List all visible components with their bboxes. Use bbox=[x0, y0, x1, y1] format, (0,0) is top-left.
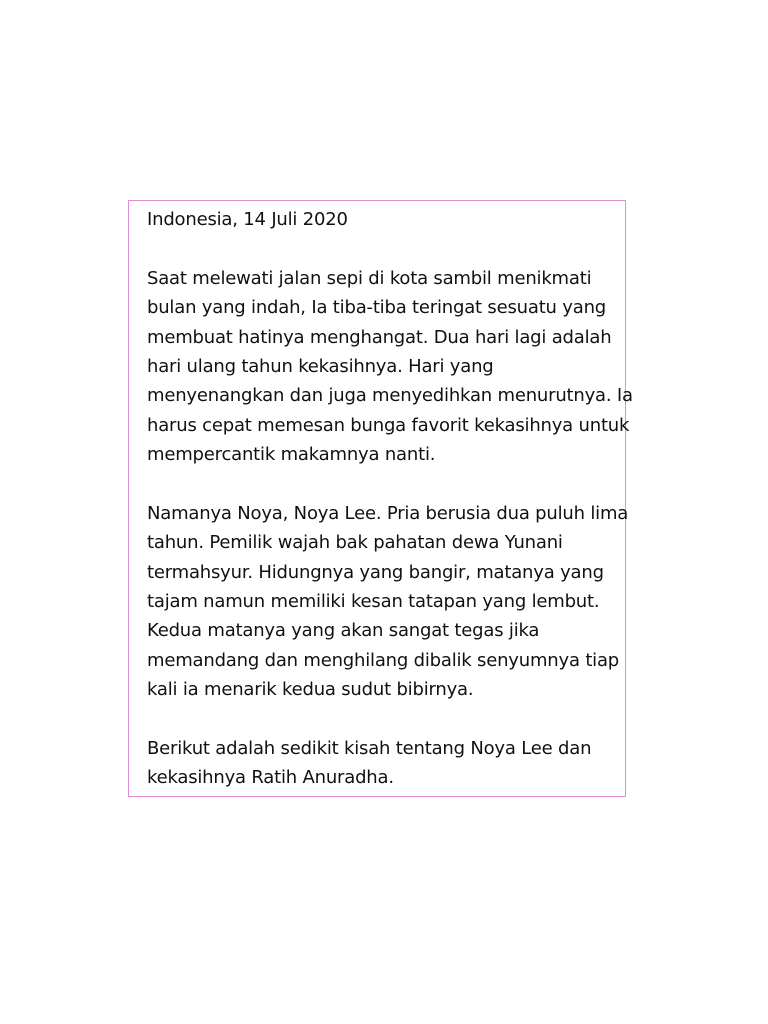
paragraph-line: bulan yang indah, Ia tiba-tiba teringat sesuatu yang bbox=[147, 297, 607, 319]
paragraph-3 bbox=[147, 734, 615, 793]
dateline: Indonesia, 14 Juli 2020 bbox=[147, 209, 348, 230]
paragraph-line: termahsyur. Hidungnya yang bangir, matanya yang bbox=[147, 561, 604, 583]
document-body bbox=[147, 205, 633, 793]
paragraph-line: membuat hatinya menghangat. Dua hari lagi adalah bbox=[147, 326, 612, 348]
paragraph-line: harus cepat memesan bunga favorit kekasihnya untuk bbox=[147, 414, 630, 436]
paragraph-line: kekasihnya Ratih Anuradha. bbox=[147, 767, 394, 789]
paragraph-line: menyenangkan dan juga menyedihkan menurutnya. Ia bbox=[147, 385, 633, 407]
paragraph-spacer bbox=[147, 234, 615, 263]
paragraph-spacer bbox=[147, 470, 615, 499]
document-page bbox=[128, 200, 633, 797]
paragraph-line: Berikut adalah sedikit kisah tentang Noya Lee dan bbox=[147, 738, 592, 760]
paragraph-line: Namanya Noya, Noya Lee. Pria berusia dua puluh lima bbox=[147, 502, 629, 524]
paragraph-line: Kedua matanya yang akan sangat tegas jika bbox=[147, 620, 540, 642]
paragraph-line: tahun. Pemilik wajah bak pahatan dewa Yunani bbox=[147, 532, 563, 554]
paragraph-1 bbox=[147, 264, 633, 470]
paragraph-line: hari ulang tahun kekasihnya. Hari yang bbox=[147, 355, 494, 377]
paragraph-2 bbox=[147, 499, 629, 705]
paragraph-line: tajam namun memiliki kesan tatapan yang lembut. bbox=[147, 591, 600, 613]
paragraph-line: memandang dan menghilang dibalik senyumnya tiap bbox=[147, 649, 620, 671]
paragraph-line: mempercantik makamnya nanti. bbox=[147, 444, 436, 466]
paragraph-line: Saat melewati jalan sepi di kota sambil menikmati bbox=[147, 267, 592, 289]
paragraph-line: kali ia menarik kedua sudut bibirnya. bbox=[147, 679, 474, 701]
paragraph-spacer bbox=[147, 705, 615, 734]
